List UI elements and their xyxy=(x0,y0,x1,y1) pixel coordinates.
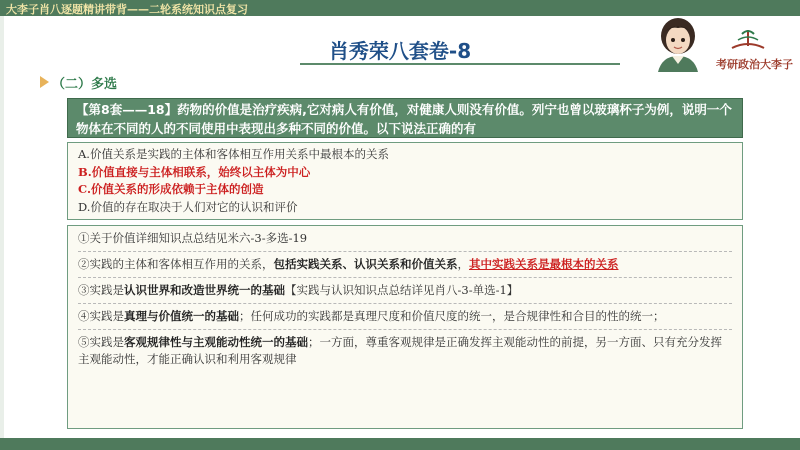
avatar-icon xyxy=(652,16,704,72)
explanation-1: ①关于价值详细知识点总结见米六-3-多选-19 xyxy=(78,231,308,245)
explanation-box xyxy=(67,225,743,429)
divider xyxy=(78,277,732,278)
title-underline xyxy=(300,63,620,65)
logo-text: 考研政治大李子 xyxy=(716,58,793,71)
divider xyxy=(78,251,732,252)
footer-bar xyxy=(0,438,800,450)
header-bar xyxy=(0,0,800,16)
option-b: B.价值直接与主体相联系，始终以主体为中心 xyxy=(78,164,311,179)
option-a: A.价值关系是实践的主体和客体相互作用关系中最根本的关系 xyxy=(78,147,389,161)
option-c: C.价值关系的形成依赖于主体的创造 xyxy=(78,182,264,196)
option-d: D.价值的存在取决于人们对它的认识和评价 xyxy=(78,199,298,214)
section-marker-icon xyxy=(40,76,49,88)
options-box xyxy=(67,142,743,220)
section-label: （二）多选 xyxy=(52,77,118,92)
question-text: 【第8套——18】药物的价值是治疗疾病,它对病人有价值，对健康人则没有价值。列宁也曾以玻璃杯子为例，说明一个物体在不同的人的不同使用中表现出多种不同的价值。以下说法正确的有 xyxy=(76,102,732,136)
explanation-2: ②实践的主体和客体相互作用的关系，包括实践关系、认识关系和价值关系，其中实践关系是最根本的关系 xyxy=(78,257,619,271)
divider xyxy=(78,303,732,304)
explanation-5: ⑤实践是客观规律性与主观能动性统一的基础；一方面，尊重客观规律是正确发挥主观能动性的前提，另一方面、只有充分发挥主观能动性，才能正确认识和利用客观规律 xyxy=(78,335,722,366)
logo-emblem-icon xyxy=(728,26,768,54)
slide-title: 肖秀荣八套卷-8 xyxy=(328,39,472,63)
course-title: 大李子肖八逐题精讲带背——二轮系统知识点复习 xyxy=(6,3,248,16)
question-box xyxy=(67,98,743,138)
explanation-4: ④实践是真理与价值统一的基础；任何成功的实践都是真理尺度和价值尺度的统一，是合规律性和合目的性的统一； xyxy=(78,309,665,323)
left-stripe xyxy=(0,16,4,438)
explanation-3: ③实践是认识世界和改造世界统一的基础【实践与认识知识点总结详见肖八-3-单选-1】 xyxy=(78,283,519,297)
divider xyxy=(78,329,732,330)
